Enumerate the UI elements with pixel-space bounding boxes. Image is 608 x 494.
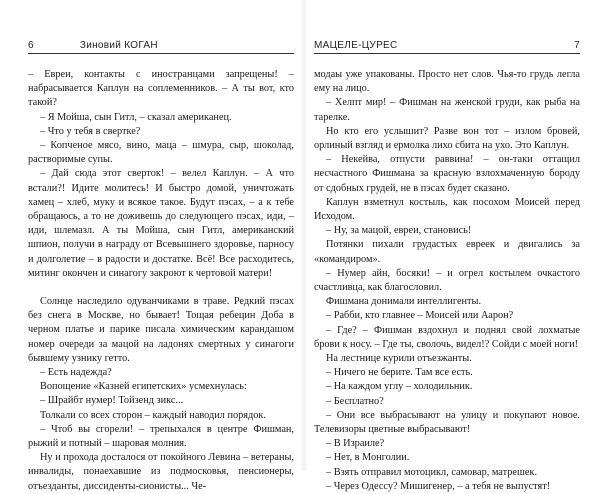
left-page: [0, 0, 304, 492]
paragraph: – Ничего не берите. Там все есть.: [326, 367, 473, 379]
paragraph: – Рабби, кто главнее – Моисей или Аарон?: [326, 310, 514, 322]
paragraph: На лестнице курили отъезжанты.: [326, 353, 472, 365]
paragraph: – Бесплатно?: [326, 395, 384, 407]
paragraph: Каплун взметнул костыль, как посохом Моисей перед Исходом.: [314, 196, 580, 223]
paragraph: – Нет, в Монголии.: [326, 452, 410, 464]
paragraph: – Хелпт мир! – Фишман на женской груди, как рыба на тарелке.: [314, 97, 580, 123]
paragraph: Фишмана донимали интеллигенты.: [326, 296, 482, 308]
paragraph: – Через Одессу? Мишигенер, – а тебя не выпустят!: [326, 480, 551, 492]
paragraph: – Где? – Фишман вздохнул и поднял свой лохматые брови к носу. – Где ты, сволочь, видел!? Сойди с моей ноги!: [314, 324, 580, 350]
paragraph: – Шрайбт нумер! Тойзенд зикс...: [40, 395, 184, 407]
paragraph: Толкали со всех сторон – каждый наводил порядок.: [40, 409, 266, 421]
paragraph: – Взять отправил мотоцикл, самовар, матрешек.: [326, 466, 538, 478]
paragraph: Но кто его услышит? Разве вон тот – излом бровей, орлиный взгляд и ермолка лихо сбита на ухо. Это Каплун.: [314, 125, 580, 152]
paragraph: – Нумер айн, босяки! – и огрел костылем очкастого счастливца, как благословил.: [314, 267, 580, 294]
paragraph: – Дай сюда этот сверток! – велел Каплун. – А что встали?! Идите молитесь! И быстро домой, уничтожать хамец – хлеб, муку и всякое такое. Будут пэсах, – а к тебе обращаюсь, а то не доживешь до следующего пэсах, иди, – иди, шлемазл. А ты Мойша, сын Гитл, американский шпион, получи в награду от Всевышнего здоровье, парносу и долголетие – в радости и достатке. Всё! Все расходитесь, митинг окончен и синагогу закроют к чертовой матери!: [28, 168, 294, 279]
paragraph: Потянки пихали грудастых евреек и двигались за «командиром».: [314, 239, 580, 265]
paragraph: – Евреи, контакты с иностранцами запрещены! – набрасывается Каплун на соплеменников. – А ты вот, кто такой?: [28, 69, 294, 109]
left-page-number: 6: [28, 40, 34, 51]
paragraph: Вопощение «Казней египетских» усмехнулась:: [40, 381, 247, 393]
paragraph: – Что у тебя в свертке?: [40, 125, 141, 137]
paragraph: – Ну, за мацой, евреи, становись!: [326, 225, 472, 237]
paragraph: – В Израиле?: [326, 438, 385, 450]
paragraph: Солнце наследило одуванчиками в траве. Редкий пэсах без снега в Москве, но бывает! Тощая ребецин Доба в черном платье и парике писала химическим карандашом номер очереди за мацой на ладонях смертных у синагоги бывшему узнику гетто.: [28, 296, 294, 364]
paragraph: – Копченое мясо, вино, маца – шмура, сыр, шоколад, растворимые супы.: [28, 140, 294, 166]
paragraph: модаы уже упакованы. Просто нет слов. Чья-то грудь легла ему на лицо.: [314, 69, 580, 95]
section-break: [28, 281, 294, 295]
paragraph: – На каждом углу – холодильник.: [326, 381, 473, 393]
paragraph: Ну и прохода досталося от покойного Левина – ветераны, инвалиды, понаехавшие из подмосковья, пенсионеры, отъезданты, диссиденты-сионисты... Че-: [28, 452, 294, 492]
paragraph: – Я Мойша, сын Гитл, – сказал американец.: [40, 111, 232, 123]
right-page-number: 7: [574, 40, 580, 51]
right-page-text: [314, 68, 580, 494]
left-running-title: Зиновий КОГАН: [79, 40, 158, 51]
right-running-title: МАЦЕЛЕ-ЦУРЕС: [314, 40, 398, 51]
paragraph: – Некейва, отпусти раввина! – он-таки оттащил несчастного Фишмана за красную взлохмаченную бороду от сдобных грудей, не в пэсах будет сказано.: [314, 154, 580, 194]
left-page-text: [28, 68, 294, 494]
paragraph: – Есть надежда?: [40, 367, 112, 379]
paragraph: – Чтоб вы сгорели! – трепыхался в центре Фишман, рыжий и потный – шаровая молния.: [28, 423, 294, 450]
right-page: [304, 0, 608, 492]
right-page-header: [314, 40, 580, 54]
paragraph: – Они все выбрасывают на улицу и покупают новое. Телевизоры цветные выбрасывают!: [314, 409, 580, 436]
left-page-header: [28, 40, 294, 54]
